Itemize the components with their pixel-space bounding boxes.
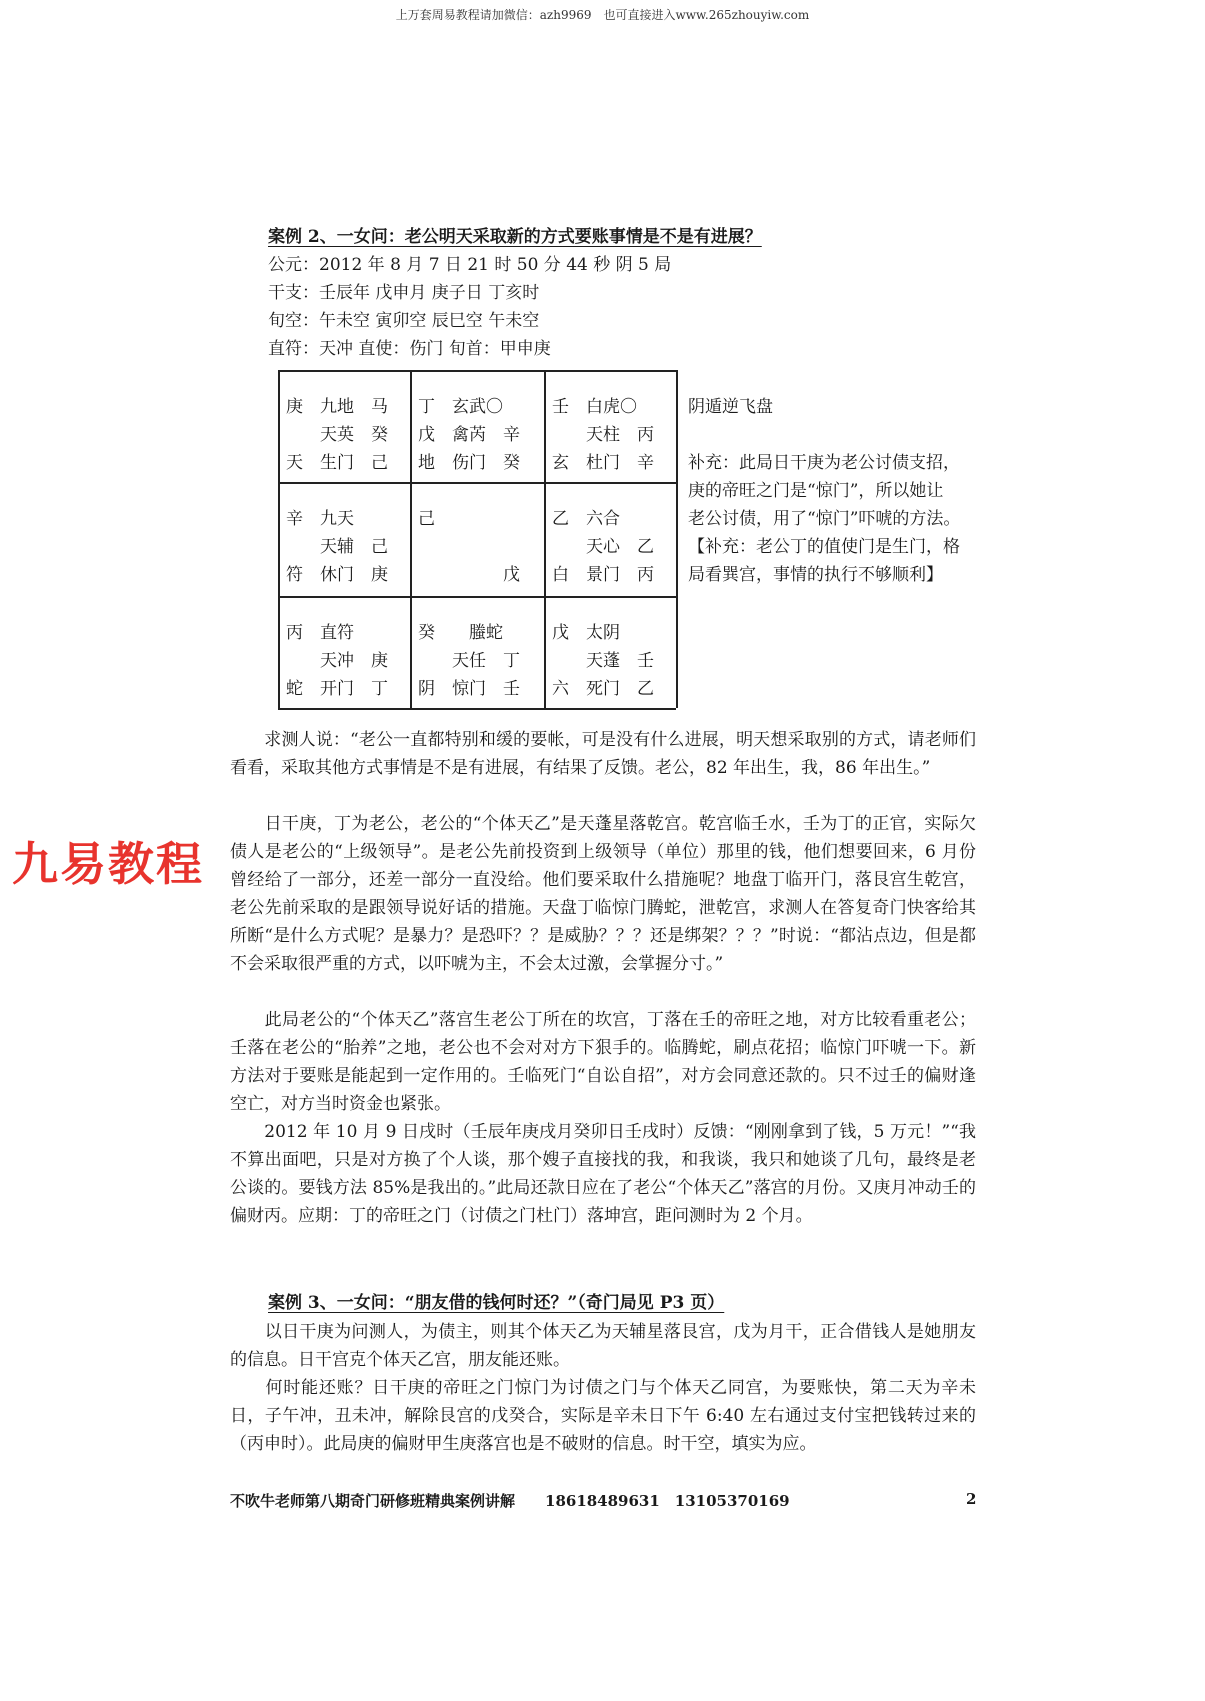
case2-title: 案例 2、一女问：老公明天采取新的方式要账事情是不是有进展？ [268,227,762,247]
palace-center-l1: 己 [418,509,435,529]
palace-xun-l3: 天 生门 己 [286,453,388,473]
palace-xun-l2: 天英 癸 [286,425,388,445]
chart-rule-top [278,370,676,372]
case2-gongyuan: 公元：2012 年 8 月 7 日 21 时 50 分 44 秒 阴 5 局 [268,255,672,275]
palace-qian-l1: 戊 太阴 [552,623,620,643]
chart-side-line-1: 补充：此局日干庚为老公讨债支招， [688,453,960,473]
chart-rule-mid2 [278,596,676,598]
case2-xunkong: 旬空：午未空 寅卯空 辰巳空 午未空 [268,311,540,331]
case3-para-2: 何时能还账？日干庚的帝旺之门惊门为讨债之门与个体天乙同宫，为要账快，第二天为辛未日，子午冲，丑未冲，解除艮宫的戊癸合，实际是辛未日下午 6:40 左右通过支付宝把钱转过来的（丙申时）。此局庚的偏财甲生庚落宫也是不破财的信息。时干空，填实为应。 [230,1378,976,1454]
case2-para-1: 求测人说：“老公一直都特别和缓的要帐，可是没有什么进展，明天想采取别的方式，请老师们看看，采取其他方式事情是不是有进展，有结果了反馈。老公，82 年出生，我，86 年出生。” [230,730,976,778]
palace-zhen-l1: 辛 九天 [286,509,354,529]
palace-gen-l1: 丙 直符 [286,623,354,643]
chart-side-line-2: 庚的帝旺之门是“惊门”，所以她让 [688,481,944,501]
palace-qian-l3: 六 死门 乙 [552,679,654,699]
palace-dui-l1: 乙 六合 [552,509,620,529]
case2-para-4: 2012 年 10 月 9 日戌时（壬辰年庚戌月癸卯日壬戌时）反馈：“刚刚拿到了钱，5 万元！”“我不算出面吧，只是对方换了个人谈，那个嫂子直接找的我，和我谈，我只和她谈了几句，最终是老公谈的。要钱方法 85%是我出的。”此局还款日应在了老公“个体天乙”落宫的月份。又庚月冲动壬的偏财丙。应期：丁的帝旺之门（讨债之门杜门）落坤宫，距问测时为 2 个月。 [230,1122,976,1226]
case2-para-2: 日干庚，丁为老公，老公的“个体天乙”是天蓬星落乾宫。乾宫临壬水，壬为丁的正官，实际欠债人是老公的“上级领导”。是老公先前投资到上级领导（单位）那里的钱，他们想要回来，6 月份曾经给了一部分，还差一部分一直没给。他们要采取什么措施呢？地盘丁临开门，落艮宫生乾宫，老公先前采取的是跟领导说好话的措施。天盘丁临惊门腾蛇，泄乾宫，求测人在答复奇门快客给其所断“是什么方式呢？是暴力？是恐吓？？是威胁？？？还是绑架？？？”时说：“都沾点边，但是都不会采取很严重的方式，以吓唬为主，不会太过激，会掌握分寸。” [230,814,976,974]
palace-li-l1: 丁 玄武〇 [418,397,503,417]
footer-text: 不吹牛老师第八期奇门研修班精典案例讲解 18618489631 13105370169 [230,1492,790,1510]
case2-zhifu: 直符：天冲 直使：伤门 旬首：甲申庚 [268,339,551,359]
chart-side-line-3: 老公讨债，用了“惊门”吓唬的方法。 [688,509,961,529]
palace-kan-l2: 天任 丁 [418,651,520,671]
chart-rule-right [676,370,678,708]
chart-side-line-4: 【补充：老公丁的值使门是生门，格 [688,537,960,557]
palace-gen-l2: 天冲 庚 [286,651,388,671]
palace-dui-l3: 白 景门 丙 [552,565,654,585]
palace-zhen-l3: 符 休门 庚 [286,565,388,585]
palace-li-l3: 地 伤门 癸 [418,453,520,473]
palace-kun-l2: 天柱 丙 [552,425,654,445]
chart-rule-mid1 [278,482,676,484]
palace-zhen-l2: 天辅 己 [286,537,388,557]
top-banner: 上万套周易教程请加微信：azh9969 也可直接进入www.265zhouyiw.com [395,8,810,22]
palace-li-l2: 戊 禽芮 辛 [418,425,520,445]
palace-qian-l2: 天蓬 壬 [552,651,654,671]
palace-kun-l3: 玄 杜门 辛 [552,453,654,473]
chart-rule-v1 [410,370,412,708]
palace-kan-l3: 阴 惊门 壬 [418,679,520,699]
case3-para-1: 以日干庚为问测人，为债主，则其个体天乙为天辅星落艮宫，戊为月干，正合借钱人是她朋友的信息。日干宫克个体天乙宫，朋友能还账。 [230,1322,976,1370]
chart-rule-left [278,370,280,708]
chart-rule-v2 [544,370,546,708]
page-number: 2 [966,1490,977,1508]
watermark-logo: 九易教程 [12,837,204,891]
chart-rule-bottom [278,708,676,710]
case2-para-3: 此局老公的“个体天乙”落宫生老公丁所在的坎宫，丁落在壬的帝旺之地，对方比较看重老公；壬落在老公的“胎养”之地，老公也不会对对方下狠手的。临腾蛇，刷点花招；临惊门吓唬一下。新方法对于要账是能起到一定作用的。壬临死门“自讼自招”，对方会同意还款的。只不过壬的偏财逢空亡，对方当时资金也紧张。 [230,1010,976,1114]
palace-kun-l1: 壬 白虎〇 [552,397,637,417]
chart-side-line-5: 局看巽宫，事情的执行不够顺利】 [688,565,943,585]
palace-xun-l1: 庚 九地 马 [286,397,388,417]
palace-kan-l1: 癸 螣蛇 [418,623,503,643]
chart-note: 阴遁逆飞盘 [688,397,773,417]
palace-gen-l3: 蛇 开门 丁 [286,679,388,699]
palace-dui-l2: 天心 乙 [552,537,654,557]
case3-title: 案例 3、一女问：“朋友借的钱何时还？”（奇门局见 P3 页） [268,1293,725,1313]
case2-ganzhi: 干支：壬辰年 戊申月 庚子日 丁亥时 [268,283,540,303]
palace-center-l3: 戊 [418,565,520,585]
